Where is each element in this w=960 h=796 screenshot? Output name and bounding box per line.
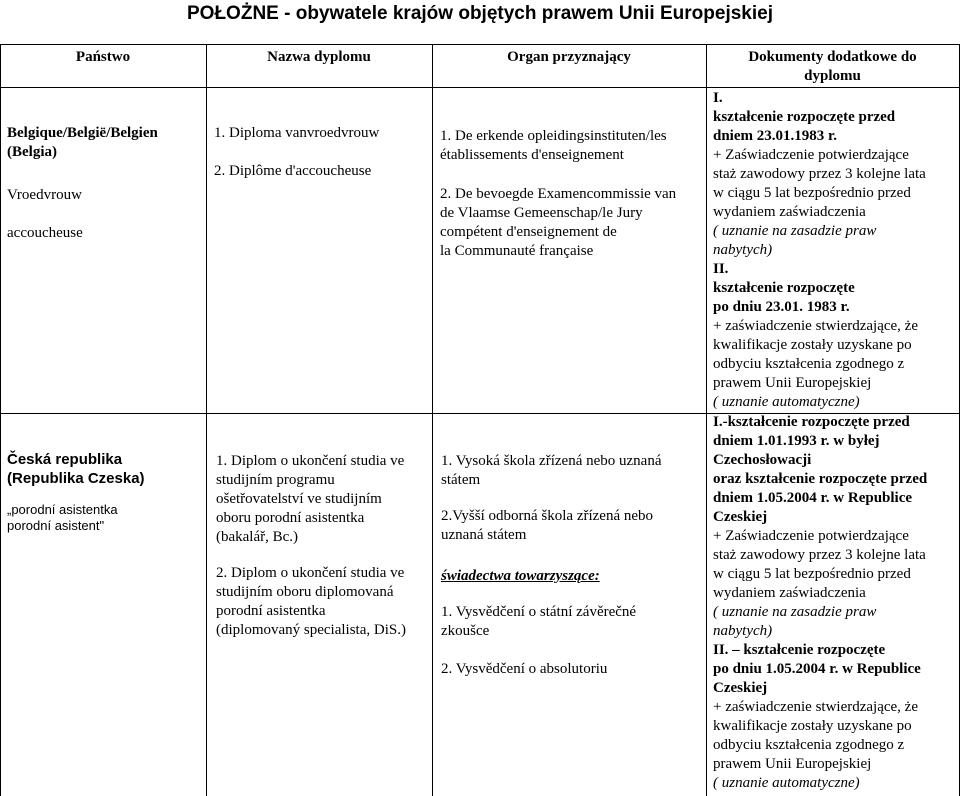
document-line: odbyciu kształcenia zgodnego z — [713, 356, 905, 372]
column-divider-1 — [206, 44, 207, 796]
diploma-line: oboru porodní asistentka — [216, 510, 365, 526]
czech-diploma-1 — [216, 452, 404, 547]
document-line: kwalifikacje zostały uzyskane po — [713, 337, 912, 353]
belgium-organ-1: 1. De erkende opleidingsinstituten/les établissements d'enseignement — [440, 128, 667, 163]
document-line: w ciągu 5 lat bezpośrednio przed — [713, 185, 911, 201]
czech-documents — [713, 413, 927, 793]
document-line: prawem Unii Europejskiej — [713, 756, 872, 772]
document-line: II. — [713, 261, 729, 277]
document-line: nabytych) — [713, 623, 773, 639]
diploma-line: studijním programu — [216, 472, 335, 488]
czech-organ-1: 1. Vysoká škola zřízená nebo uznaná státem — [441, 453, 662, 488]
document-line: po dniu 1.05.2004 r. w Republice — [713, 661, 921, 677]
belgium-diploma-2: 2. Diplôme d'accoucheuse — [214, 163, 372, 179]
czech-organ-2: 2.Vyšší odborná škola zřízená nebo uznaná státem — [441, 508, 654, 543]
document-line: dniem 23.01.1983 r. — [713, 128, 838, 144]
document-line: kwalifikacje zostały uzyskane po — [713, 718, 912, 734]
diploma-line: ošetřovatelství ve studijním — [216, 491, 382, 507]
document-line: kształcenie rozpoczęte — [713, 280, 855, 296]
diploma-line: (diplomovaný specialista, DiS.) — [216, 622, 406, 638]
diploma-line: porodní asistentka — [216, 603, 326, 619]
diploma-line: 2. Diplom o ukončení studia ve — [216, 565, 405, 581]
document-line: prawem Unii Europejskiej — [713, 375, 872, 391]
document-line: Czechosłowacji — [713, 452, 812, 468]
diploma-line: 1. Diplom o ukončení studia ve — [216, 453, 405, 469]
czech-title: „porodní asistentka porodní asistent" — [7, 502, 118, 533]
document-line: + zaświadczenie stwierdzające, że — [713, 318, 918, 334]
page-title: POŁOŻNE - obywatele krajów objętych prawem Unii Europejskiej — [187, 3, 773, 24]
header-panstwo: Państwo — [75, 49, 131, 65]
document-line: + Zaświadczenie potwierdzające — [713, 147, 909, 163]
document-line: ( uznanie automatyczne) — [713, 394, 860, 410]
belgium-diploma-1: 1. Diploma vanvroedvrouw — [214, 125, 380, 141]
header-nazwa: Nazwa dyplomu — [267, 49, 371, 65]
czech-swiadectwo-2: 2. Vysvědčení o absolutoriu — [441, 661, 608, 677]
column-divider-2 — [432, 44, 433, 796]
document-line: po dniu 23.01. 1983 r. — [713, 299, 850, 315]
document-line: nabytych) — [713, 242, 773, 258]
document-line: oraz kształcenie rozpoczęte przed — [713, 471, 928, 487]
document-line: staż zawodowy przez 3 kolejne lata — [713, 547, 926, 563]
document-line: Czeskiej — [713, 680, 768, 696]
diploma-line: (bakalář, Bc.) — [216, 529, 299, 545]
document-line: + Zaświadczenie potwierdzające — [713, 528, 909, 544]
document-line: I. — [713, 90, 723, 106]
czech-swiadectwa-heading: świadectwa towarzyszące: — [441, 568, 600, 584]
document-line: ( uznanie automatyczne) — [713, 775, 860, 791]
belgium-country: Belgique/België/Belgien (Belgia) — [7, 125, 158, 160]
belgium-organ-2: 2. De bevoegde Examencommissie van de Vlaamse Gemeenschap/le Jury compétent d'enseignement de la Communauté française — [440, 186, 677, 259]
document-line: ( uznanie na zasadzie praw — [713, 604, 877, 620]
header-dokumenty: Dokumenty dodatkowe do dyplomu — [748, 49, 917, 84]
document-line: kształcenie rozpoczęte przed — [713, 109, 896, 125]
czech-country: Česká republika (Republika Czeska) — [7, 451, 145, 487]
document-line: I.-kształcenie rozpoczęte przed — [713, 414, 910, 430]
table-left-border — [0, 44, 1, 796]
czech-swiadectwo-1: 1. Vysvědčení o státní závěrečné zkoušce — [441, 604, 637, 639]
document-line: + zaświadczenie stwierdzające, że — [713, 699, 918, 715]
belgium-title-1: Vroedvrouw — [7, 187, 82, 203]
document-line: Czeskiej — [713, 509, 768, 525]
document-line: odbyciu kształcenia zgodnego z — [713, 737, 905, 753]
document-line: dniem 1.05.2004 r. w Republice — [713, 490, 913, 506]
belgium-title-2: accoucheuse — [7, 225, 83, 241]
document-line: ( uznanie na zasadzie praw — [713, 223, 877, 239]
table-top-border — [0, 44, 960, 45]
document-line: wydaniem zaświadczenia — [713, 204, 866, 220]
header-organ: Organ przyznający — [507, 49, 631, 65]
document-line: II. – kształcenie rozpoczęte — [713, 642, 886, 658]
diploma-line: studijním oboru diplomovaná — [216, 584, 394, 600]
column-divider-3 — [706, 44, 707, 796]
belgium-documents — [713, 89, 926, 412]
czech-diploma-2 — [216, 564, 406, 640]
document-line: staż zawodowy przez 3 kolejne lata — [713, 166, 926, 182]
document-line: w ciągu 5 lat bezpośrednio przed — [713, 566, 911, 582]
document-line: wydaniem zaświadczenia — [713, 585, 866, 601]
document-line: dniem 1.01.1993 r. w byłej — [713, 433, 880, 449]
header-divider — [0, 87, 960, 88]
